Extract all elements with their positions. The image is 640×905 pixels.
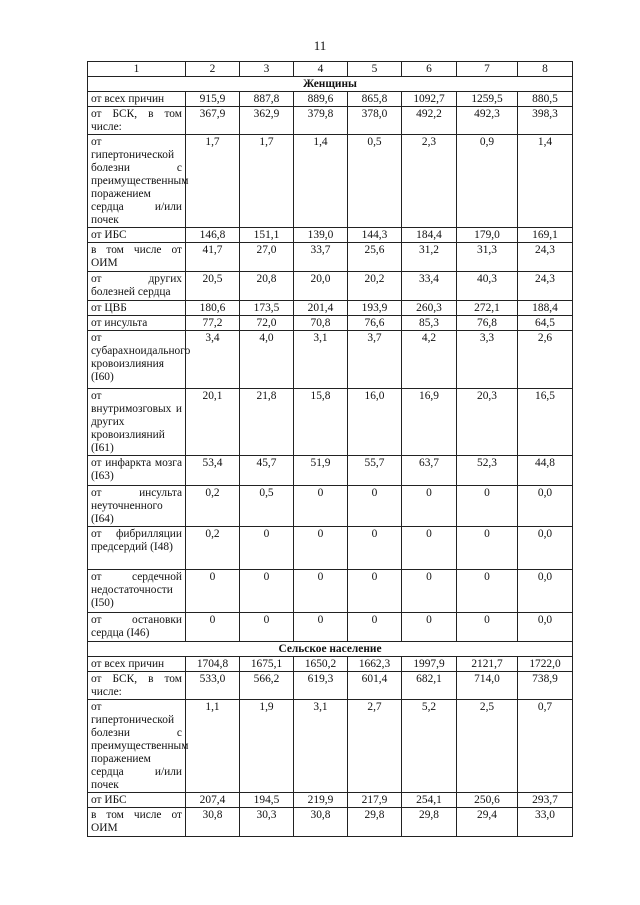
table-cell: 272,1 [457, 301, 518, 316]
table-cell: 179,0 [457, 228, 518, 243]
table-cell: 889,6 [294, 92, 348, 107]
table-cell: 27,0 [240, 243, 294, 272]
table-cell: 1,7 [240, 135, 294, 228]
row-label: от гипертонической болезни с преимущественным поражением сердца и/или почек [88, 700, 186, 793]
table-cell: 3,3 [457, 331, 518, 389]
table-cell: 194,5 [240, 793, 294, 808]
table-cell: 139,0 [294, 228, 348, 243]
row-label: от инфаркта мозга (I63) [88, 456, 186, 486]
table-cell: 31,3 [457, 243, 518, 272]
table-cell: 24,3 [518, 272, 573, 301]
table-cell: 29,8 [402, 808, 457, 837]
table-cell: 2,6 [518, 331, 573, 389]
table-cell: 76,8 [457, 316, 518, 331]
table-row [88, 657, 573, 672]
table-cell: 0,0 [518, 570, 573, 613]
table-cell: 33,7 [294, 243, 348, 272]
table-cell: 0 [457, 570, 518, 613]
table-cell: 0,9 [457, 135, 518, 228]
table-cell: 15,8 [294, 389, 348, 456]
table-cell: 3,4 [186, 331, 240, 389]
table-cell: 367,9 [186, 107, 240, 135]
table-cell: 1,9 [240, 700, 294, 793]
table-row [88, 486, 573, 527]
table-row [88, 301, 573, 316]
section-heading-row [88, 77, 573, 92]
table-cell: 1092,7 [402, 92, 457, 107]
table-cell: 0,5 [240, 486, 294, 527]
table-cell: 0 [240, 527, 294, 570]
table-cell: 0 [457, 527, 518, 570]
table-cell: 0,0 [518, 613, 573, 642]
table-cell: 0 [348, 527, 402, 570]
section-title: Женщины [88, 77, 573, 92]
table-cell: 1,1 [186, 700, 240, 793]
table-cell: 1,4 [518, 135, 573, 228]
table-cell: 4,0 [240, 331, 294, 389]
table-cell: 0 [240, 613, 294, 642]
table-cell: 30,8 [186, 808, 240, 837]
column-header: 5 [348, 62, 402, 77]
table-cell: 1722,0 [518, 657, 573, 672]
table-cell: 533,0 [186, 672, 240, 700]
table-row [88, 672, 573, 700]
table-cell: 0 [240, 570, 294, 613]
table-row [88, 570, 573, 613]
table-cell: 601,4 [348, 672, 402, 700]
table-row [88, 793, 573, 808]
section-heading-row [88, 642, 573, 657]
table-row [88, 272, 573, 301]
row-label: от всех причин [88, 92, 186, 107]
table-cell: 29,4 [457, 808, 518, 837]
table-cell: 72,0 [240, 316, 294, 331]
table-cell: 51,9 [294, 456, 348, 486]
table-cell: 44,8 [518, 456, 573, 486]
table-cell: 0 [402, 570, 457, 613]
table-cell: 64,5 [518, 316, 573, 331]
table-cell: 398,3 [518, 107, 573, 135]
table-cell: 5,2 [402, 700, 457, 793]
table-row [88, 243, 573, 272]
table-cell: 1650,2 [294, 657, 348, 672]
table-cell: 0 [186, 570, 240, 613]
table-cell: 1259,5 [457, 92, 518, 107]
table-cell: 33,0 [518, 808, 573, 837]
table-cell: 1704,8 [186, 657, 240, 672]
table-cell: 20,3 [457, 389, 518, 456]
table-cell: 144,3 [348, 228, 402, 243]
row-label: от ЦВБ [88, 301, 186, 316]
table-cell: 24,3 [518, 243, 573, 272]
table-row [88, 389, 573, 456]
table-row [88, 92, 573, 107]
table-cell: 2121,7 [457, 657, 518, 672]
row-label: от субарахноидального кровоизлияния (I60) [88, 331, 186, 389]
table-row [88, 228, 573, 243]
table-cell: 2,5 [457, 700, 518, 793]
row-label: в том числе от ОИМ [88, 243, 186, 272]
table-row [88, 107, 573, 135]
table-cell: 887,8 [240, 92, 294, 107]
table-row [88, 316, 573, 331]
table-cell: 0 [348, 613, 402, 642]
row-label: от всех причин [88, 657, 186, 672]
table-cell: 52,3 [457, 456, 518, 486]
table-cell: 0,0 [518, 486, 573, 527]
table-cell: 193,9 [348, 301, 402, 316]
table-cell: 293,7 [518, 793, 573, 808]
row-label: от остановки сердца (I46) [88, 613, 186, 642]
mortality-table [87, 61, 573, 837]
table-cell: 45,7 [240, 456, 294, 486]
table-body [88, 62, 573, 837]
table-cell: 63,7 [402, 456, 457, 486]
table-cell: 0 [294, 613, 348, 642]
table-cell: 714,0 [457, 672, 518, 700]
row-label: от фибрилляции предсердий (I48) [88, 527, 186, 570]
table-row [88, 808, 573, 837]
table-cell: 0 [294, 527, 348, 570]
table-cell: 31,2 [402, 243, 457, 272]
table-cell: 16,0 [348, 389, 402, 456]
row-label: от БСК, в том числе: [88, 672, 186, 700]
section-title: Сельское население [88, 642, 573, 657]
table-cell: 619,3 [294, 672, 348, 700]
table-cell: 201,4 [294, 301, 348, 316]
column-header: 2 [186, 62, 240, 77]
row-label: от других болезней сердца [88, 272, 186, 301]
column-header: 3 [240, 62, 294, 77]
table-cell: 378,0 [348, 107, 402, 135]
table-cell: 1,4 [294, 135, 348, 228]
table-cell: 1662,3 [348, 657, 402, 672]
table-cell: 3,7 [348, 331, 402, 389]
table-cell: 25,6 [348, 243, 402, 272]
table-cell: 0,2 [186, 527, 240, 570]
table-cell: 217,9 [348, 793, 402, 808]
table-cell: 20,8 [240, 272, 294, 301]
table-cell: 173,5 [240, 301, 294, 316]
table-cell: 0,0 [518, 527, 573, 570]
table-cell: 3,1 [294, 331, 348, 389]
table-cell: 30,3 [240, 808, 294, 837]
table-cell: 0 [294, 486, 348, 527]
table-cell: 53,4 [186, 456, 240, 486]
table-cell: 20,5 [186, 272, 240, 301]
table-cell: 492,3 [457, 107, 518, 135]
row-label: от ИБС [88, 228, 186, 243]
table-cell: 0,5 [348, 135, 402, 228]
table-cell: 77,2 [186, 316, 240, 331]
row-label: от гипертонической болезни с преимущественным поражением сердца и/или почек [88, 135, 186, 228]
table-cell: 0 [402, 486, 457, 527]
page-number: 11 [313, 38, 327, 53]
row-label: от сердечной недостаточности (I50) [88, 570, 186, 613]
table-row [88, 527, 573, 570]
table-cell: 41,7 [186, 243, 240, 272]
table-cell: 29,8 [348, 808, 402, 837]
row-label: от инсульта [88, 316, 186, 331]
table-cell: 16,9 [402, 389, 457, 456]
table-cell: 21,8 [240, 389, 294, 456]
table-cell: 915,9 [186, 92, 240, 107]
row-label: от ИБС [88, 793, 186, 808]
table-cell: 70,8 [294, 316, 348, 331]
table-cell: 1997,9 [402, 657, 457, 672]
table-cell: 146,8 [186, 228, 240, 243]
column-header: 6 [402, 62, 457, 77]
table-cell: 865,8 [348, 92, 402, 107]
table-cell: 85,3 [402, 316, 457, 331]
table-cell: 188,4 [518, 301, 573, 316]
table-cell: 4,2 [402, 331, 457, 389]
table-cell: 20,2 [348, 272, 402, 301]
table-cell: 492,2 [402, 107, 457, 135]
table-cell: 254,1 [402, 793, 457, 808]
column-header: 1 [88, 62, 186, 77]
table-cell: 379,8 [294, 107, 348, 135]
row-label: от внутримозговых и других кровоизлияний (I61) [88, 389, 186, 456]
row-label: от инсульта неуточненного (I64) [88, 486, 186, 527]
table-cell: 0 [402, 527, 457, 570]
table-cell: 260,3 [402, 301, 457, 316]
table-cell: 184,4 [402, 228, 457, 243]
table-cell: 219,9 [294, 793, 348, 808]
column-header: 8 [518, 62, 573, 77]
table-cell: 0 [348, 486, 402, 527]
table-row [88, 135, 573, 228]
table-cell: 33,4 [402, 272, 457, 301]
table-cell: 76,6 [348, 316, 402, 331]
table-cell: 250,6 [457, 793, 518, 808]
table-cell: 1,7 [186, 135, 240, 228]
table-cell: 2,3 [402, 135, 457, 228]
table-row [88, 331, 573, 389]
table-cell: 0,7 [518, 700, 573, 793]
table-cell: 180,6 [186, 301, 240, 316]
table-cell: 880,5 [518, 92, 573, 107]
table-cell: 0 [457, 486, 518, 527]
column-header: 4 [294, 62, 348, 77]
header-row [88, 62, 573, 77]
table-cell: 0 [186, 613, 240, 642]
row-label: в том числе от ОИМ [88, 808, 186, 837]
table-cell: 682,1 [402, 672, 457, 700]
table-cell: 20,0 [294, 272, 348, 301]
table-row [88, 456, 573, 486]
table-cell: 20,1 [186, 389, 240, 456]
column-header: 7 [457, 62, 518, 77]
table-cell: 738,9 [518, 672, 573, 700]
table-cell: 0 [402, 613, 457, 642]
table-cell: 0 [294, 570, 348, 613]
table-cell: 566,2 [240, 672, 294, 700]
table-cell: 0,2 [186, 486, 240, 527]
table-row [88, 613, 573, 642]
table-cell: 151,1 [240, 228, 294, 243]
table-cell: 0 [457, 613, 518, 642]
table-cell: 2,7 [348, 700, 402, 793]
table-cell: 16,5 [518, 389, 573, 456]
table-cell: 40,3 [457, 272, 518, 301]
table-cell: 362,9 [240, 107, 294, 135]
table-cell: 30,8 [294, 808, 348, 837]
table-cell: 55,7 [348, 456, 402, 486]
table-cell: 1675,1 [240, 657, 294, 672]
table-cell: 0 [348, 570, 402, 613]
table-cell: 3,1 [294, 700, 348, 793]
table-cell: 207,4 [186, 793, 240, 808]
row-label: от БСК, в том числе: [88, 107, 186, 135]
table-row [88, 700, 573, 793]
table-cell: 169,1 [518, 228, 573, 243]
